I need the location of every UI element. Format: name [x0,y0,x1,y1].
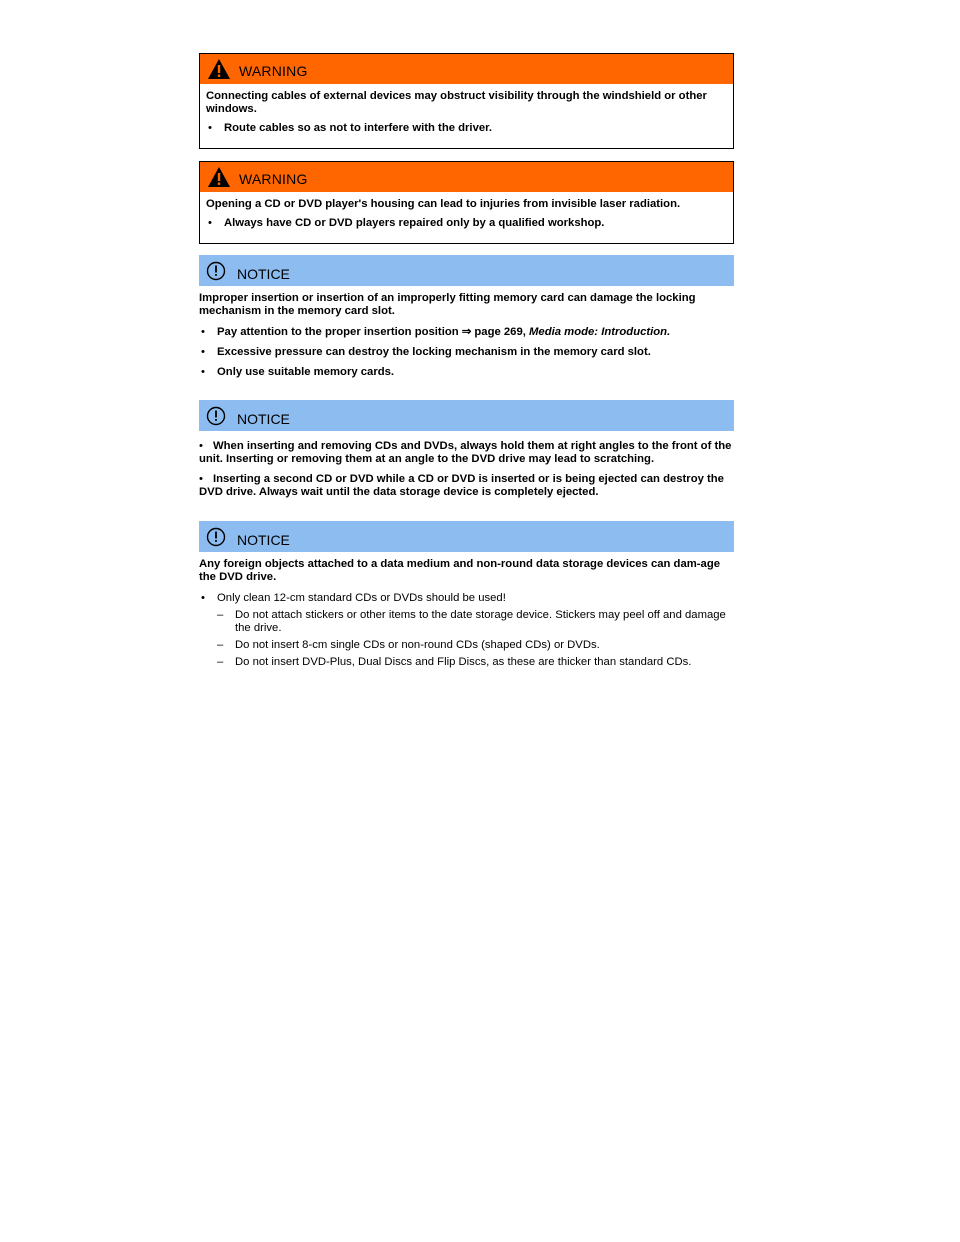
notice-list-item: • Only clean 12-cm standard CDs or DVDs should be used! – Do not attach stickers or other items to the date storage device. Stickers may peel off and damage the drive. – Do not insert 8-cm single CDs or non-round CDs (shaped CDs) or DVDs. – Do not insert DVD-Plus, Dual Discs and Flip Discs, as these are thicker than standard CDs. [199,592,734,669]
warning-header [200,54,733,84]
warning-title: WARNING [239,171,308,187]
notice-list-item: • Only use suitable memory cards. [199,366,734,379]
notice-text: Any foreign objects attached to a data medium and non-round data storage devices can dam-age the DVD drive. [199,558,721,583]
notice-circle-icon [206,527,226,547]
notice-body [199,286,734,379]
notice-header [199,400,734,431]
warning-box-1 [199,53,734,149]
notice-list-item: • Excessive pressure can destroy the locking mechanism in the memory card slot. [199,346,734,359]
notice-list-item: • Inserting a second CD or DVD while a CD or DVD is inserted or is being ejected can destroy the DVD drive. Always wait until the data storage device is completely ejected. [199,473,734,499]
notice-list-item: • When inserting and removing CDs and DVDs, always hold them at right angles to the front of the unit. Inserting or removing them at an angle to the DVD drive may lead to scratching. [199,440,734,466]
notice-title: NOTICE [237,410,290,427]
warning-box-2 [199,161,734,244]
warning-text: Connecting cables of external devices may obstruct visibility through the windshield or other windows. [206,90,707,115]
notice-box-1 [199,255,734,386]
warning-body [200,84,733,148]
notice-header [199,521,734,552]
notice-list-item: • Pay attention to the proper insertion position ⇒ page 269, Media mode: Introduction. [199,326,734,339]
warning-title: WARNING [239,63,308,79]
warning-triangle-icon [207,58,231,80]
notice-sub-item: – Do not insert 8-cm single CDs or non-round CDs (shaped CDs) or DVDs. [199,639,734,652]
notice-body [199,431,734,499]
notice-box-2 [199,400,734,506]
warning-text: Opening a CD or DVD player's housing can lead to injuries from invisible laser radiation. [206,198,681,210]
notice-circle-icon [206,406,226,426]
warning-triangle-icon [207,166,231,188]
warning-list-item: • Route cables so as not to interfere with the driver. [206,122,727,135]
warning-body [200,192,733,243]
notice-title: NOTICE [237,531,290,548]
notice-circle-icon [206,261,226,281]
page-reference-link[interactable]: Media mode: Introduction. [529,326,671,338]
warning-header [200,162,733,192]
notice-title: NOTICE [237,265,290,282]
notice-box-3 [199,521,734,676]
warning-list-item: • Always have CD or DVD players repaired only by a qualified workshop. [206,217,727,230]
notice-sub-item: – Do not insert DVD-Plus, Dual Discs and Flip Discs, as these are thicker than standard CDs. [199,656,734,669]
notice-body [199,552,734,669]
notice-text: Improper insertion or insertion of an improperly fitting memory card can damage the locking mechanism in the memory card slot. [199,292,696,317]
notice-header [199,255,734,286]
notice-sub-item: – Do not attach stickers or other items to the date storage device. Stickers may peel off and damage the drive. [199,609,734,635]
